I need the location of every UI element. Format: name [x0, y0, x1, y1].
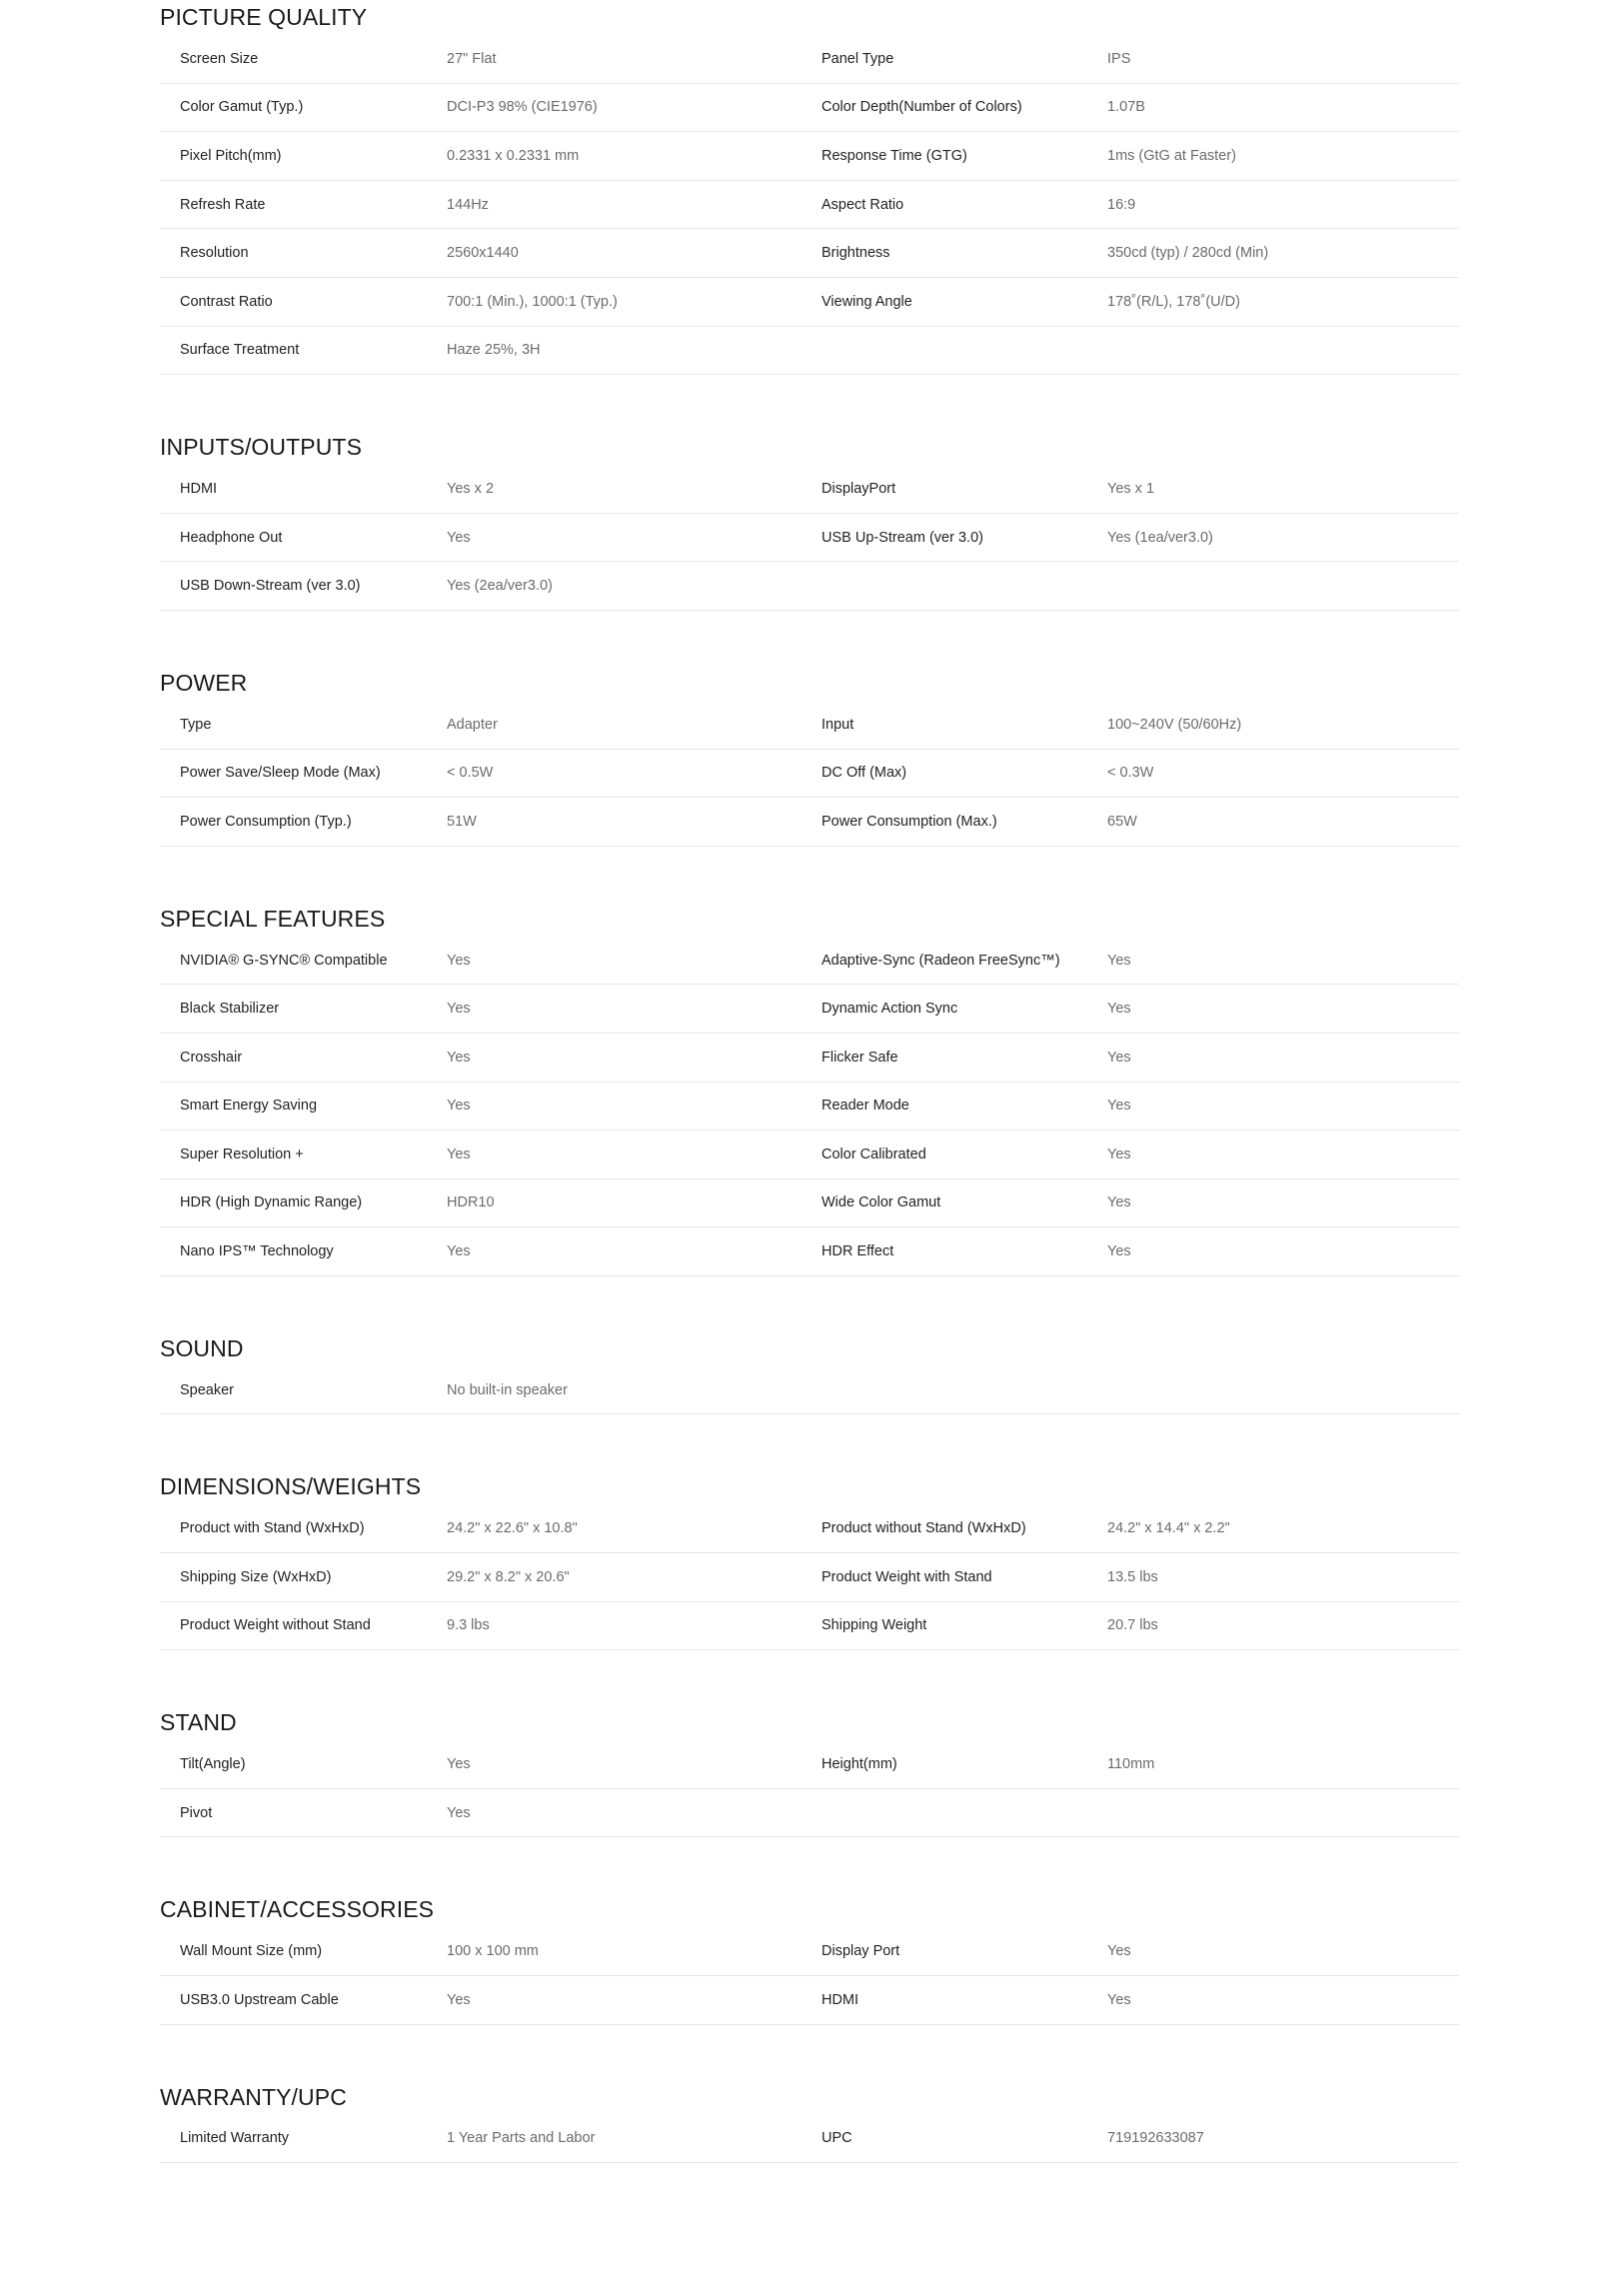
spec-label: Adaptive-Sync (Radeon FreeSync™) — [821, 952, 1060, 969]
spec-value: 27" Flat — [447, 50, 497, 67]
spec-row — [160, 35, 1459, 84]
section-spacer — [160, 1650, 1459, 1705]
spec-label: Power Save/Sleep Mode (Max) — [180, 765, 381, 782]
spec-value: Adapter — [447, 716, 498, 733]
spec-value: 51W — [447, 813, 477, 830]
spec-label: Pixel Pitch(mm) — [180, 147, 282, 164]
spec-label: Black Stabilizer — [180, 1001, 280, 1018]
spec-section — [160, 1331, 1459, 1415]
spec-label: HDR Effect — [821, 1243, 894, 1260]
spec-label: Height(mm) — [821, 1756, 897, 1773]
spec-section — [160, 1892, 1459, 2024]
spec-row — [160, 1504, 1459, 1553]
spec-row — [160, 1131, 1459, 1179]
spec-label: Power Consumption (Max.) — [821, 813, 997, 830]
section-spacer — [160, 375, 1459, 430]
spec-value: Yes — [447, 529, 471, 546]
spec-value: No built-in speaker — [447, 1381, 568, 1398]
spec-label: HDR (High Dynamic Range) — [180, 1194, 363, 1211]
spec-value: Yes — [1107, 1049, 1131, 1066]
spec-value: 719192633087 — [1107, 2130, 1204, 2147]
spec-value: Yes — [447, 1756, 471, 1773]
section-spacer — [160, 1414, 1459, 1469]
spec-label: Product Weight without Stand — [180, 1617, 371, 1634]
spec-row — [160, 985, 1459, 1034]
section-title: DIMENSIONS/WEIGHTS — [160, 1473, 422, 1500]
spec-value: Yes — [447, 1001, 471, 1018]
spec-label: Crosshair — [180, 1049, 243, 1066]
spec-label: Input — [821, 716, 854, 733]
spec-row — [160, 2115, 1459, 2164]
spec-value: DCI-P3 98% (CIE1976) — [447, 99, 598, 116]
spec-value: Yes — [1107, 952, 1131, 969]
spec-value: Yes — [447, 1804, 471, 1821]
spec-label: Headphone Out — [180, 529, 283, 546]
section-spacer — [160, 1276, 1459, 1331]
spec-value: 0.2331 x 0.2331 mm — [447, 147, 580, 164]
spec-label: DisplayPort — [821, 480, 896, 497]
spec-label: Super Resolution + — [180, 1146, 304, 1162]
spec-label: Aspect Ratio — [821, 196, 904, 213]
spec-label: Product with Stand (WxHxD) — [180, 1520, 365, 1537]
spec-section — [160, 1705, 1459, 1837]
section-title: INPUTS/OUTPUTS — [160, 434, 363, 461]
spec-value: 9.3 lbs — [447, 1617, 490, 1634]
spec-label: HDMI — [180, 480, 218, 497]
spec-row — [160, 1083, 1459, 1132]
spec-value: 20.7 lbs — [1107, 1617, 1158, 1634]
spec-label: Shipping Weight — [821, 1617, 927, 1634]
spec-value: 13.5 lbs — [1107, 1568, 1158, 1585]
spec-value: Yes — [1107, 1943, 1131, 1960]
spec-label: Speaker — [180, 1381, 235, 1398]
spec-label: Limited Warranty — [180, 2130, 290, 2147]
section-title: PICTURE QUALITY — [160, 4, 368, 30]
spec-label: USB3.0 Upstream Cable — [180, 1991, 339, 2008]
spec-row — [160, 278, 1459, 327]
section-spacer — [160, 847, 1459, 902]
spec-label: Display Port — [821, 1943, 900, 1960]
spec-row — [160, 84, 1459, 133]
spec-row — [160, 514, 1459, 563]
spec-value: 16:9 — [1107, 196, 1136, 213]
spec-label: USB Down-Stream (ver 3.0) — [180, 578, 361, 595]
spec-label: Panel Type — [821, 50, 894, 67]
section-title: CABINET/ACCESSORIES — [160, 1896, 435, 1923]
spec-label: Screen Size — [180, 50, 259, 67]
spec-value: Yes — [1107, 1194, 1131, 1211]
spec-row — [160, 1179, 1459, 1228]
section-title: WARRANTY/UPC — [160, 2083, 347, 2110]
section-title: POWER — [160, 669, 248, 696]
spec-value: 1.07B — [1107, 99, 1145, 116]
spec-value: 350cd (typ) / 280cd (Min) — [1107, 245, 1269, 262]
spec-value: 24.2" x 22.6" x 10.8" — [447, 1520, 578, 1537]
spec-label: USB Up-Stream (ver 3.0) — [821, 529, 983, 546]
spec-value: 100~240V (50/60Hz) — [1107, 716, 1242, 733]
section-spacer — [160, 1837, 1459, 1892]
spec-value: < 0.5W — [447, 765, 494, 782]
spec-label: Dynamic Action Sync — [821, 1001, 958, 1018]
spec-section — [160, 430, 1459, 611]
spec-value: Yes — [447, 1146, 471, 1162]
spec-value: 144Hz — [447, 196, 489, 213]
spec-label: Power Consumption (Typ.) — [180, 813, 352, 830]
spec-value: Yes — [447, 1991, 471, 2008]
spec-section — [160, 2080, 1459, 2164]
spec-row — [160, 465, 1459, 514]
spec-row — [160, 750, 1459, 799]
spec-value: Yes — [1107, 1243, 1131, 1260]
spec-row — [160, 562, 1459, 611]
spec-label: UPC — [821, 2130, 852, 2147]
spec-label: Contrast Ratio — [180, 293, 273, 310]
spec-value: 29.2" x 8.2" x 20.6" — [447, 1568, 570, 1585]
spec-value: 1ms (GtG at Faster) — [1107, 147, 1236, 164]
spec-label: Reader Mode — [821, 1098, 909, 1115]
spec-value: 700:1 (Min.), 1000:1 (Typ.) — [447, 293, 618, 310]
spec-row — [160, 1034, 1459, 1083]
spec-value: Yes x 1 — [1107, 480, 1155, 497]
spec-row — [160, 327, 1459, 376]
spec-value: Yes — [447, 952, 471, 969]
section-title: SPECIAL FEATURES — [160, 905, 386, 932]
spec-value: Yes (2ea/ver3.0) — [447, 578, 553, 595]
spec-label: Refresh Rate — [180, 196, 266, 213]
spec-section — [160, 666, 1459, 847]
spec-value: Yes — [1107, 1001, 1131, 1018]
section-title: SOUND — [160, 1334, 244, 1361]
spec-label: Smart Energy Saving — [180, 1098, 318, 1115]
spec-row — [160, 1602, 1459, 1651]
spec-label: Type — [180, 716, 212, 733]
spec-label: Color Calibrated — [821, 1146, 926, 1162]
spec-label: Tilt(Angle) — [180, 1756, 246, 1773]
spec-label: Response Time (GTG) — [821, 147, 967, 164]
spec-section — [160, 0, 1459, 375]
spec-row — [160, 1740, 1459, 1789]
spec-value: Yes — [447, 1049, 471, 1066]
spec-label: Pivot — [180, 1804, 213, 1821]
spec-row — [160, 701, 1459, 750]
spec-row — [160, 1227, 1459, 1276]
spec-row — [160, 181, 1459, 230]
spec-section — [160, 902, 1459, 1276]
spec-row — [160, 1789, 1459, 1838]
spec-label: Nano IPS™ Technology — [180, 1243, 334, 1260]
spec-section — [160, 1469, 1459, 1650]
spec-value: 1 Year Parts and Labor — [447, 2130, 596, 2147]
spec-page — [160, 0, 1459, 2163]
spec-value: 178˚(R/L), 178˚(U/D) — [1107, 293, 1240, 310]
spec-row — [160, 1976, 1459, 2025]
spec-label: Color Gamut (Typ.) — [180, 99, 304, 116]
spec-label: Shipping Size (WxHxD) — [180, 1568, 332, 1585]
spec-row — [160, 1927, 1459, 1976]
spec-value: Yes (1ea/ver3.0) — [1107, 529, 1213, 546]
spec-value: Yes — [1107, 1991, 1131, 2008]
spec-label: Resolution — [180, 245, 249, 262]
spec-value: 65W — [1107, 813, 1137, 830]
spec-value: 100 x 100 mm — [447, 1943, 539, 1960]
spec-label: HDMI — [821, 1991, 859, 2008]
spec-label: Flicker Safe — [821, 1049, 898, 1066]
spec-label: Surface Treatment — [180, 342, 300, 359]
spec-value: Yes — [1107, 1146, 1131, 1162]
spec-value: IPS — [1107, 50, 1131, 67]
spec-label: DC Off (Max) — [821, 765, 907, 782]
spec-label: Wall Mount Size (mm) — [180, 1943, 323, 1960]
spec-value: Haze 25%, 3H — [447, 342, 541, 359]
section-spacer — [160, 2025, 1459, 2080]
spec-row — [160, 1366, 1459, 1415]
spec-row — [160, 229, 1459, 278]
spec-value: Yes — [447, 1243, 471, 1260]
spec-value: 24.2" x 14.4" x 2.2" — [1107, 1520, 1230, 1537]
spec-value: 110mm — [1107, 1756, 1155, 1773]
section-title: STAND — [160, 1709, 237, 1736]
spec-value: < 0.3W — [1107, 765, 1154, 782]
spec-value: Yes x 2 — [447, 480, 495, 497]
spec-row — [160, 1553, 1459, 1602]
spec-label: Brightness — [821, 245, 890, 262]
section-spacer — [160, 611, 1459, 666]
spec-value: Yes — [447, 1098, 471, 1115]
spec-value: Yes — [1107, 1098, 1131, 1115]
spec-row — [160, 937, 1459, 986]
spec-label: Product Weight with Stand — [821, 1568, 992, 1585]
spec-row — [160, 798, 1459, 847]
spec-label: Color Depth(Number of Colors) — [821, 99, 1022, 116]
spec-label: Wide Color Gamut — [821, 1194, 941, 1211]
spec-value: 2560x1440 — [447, 245, 519, 262]
spec-label: Product without Stand (WxHxD) — [821, 1520, 1026, 1537]
spec-label: Viewing Angle — [821, 293, 912, 310]
spec-row — [160, 132, 1459, 181]
spec-label: NVIDIA® G-SYNC® Compatible — [180, 952, 388, 969]
spec-value: HDR10 — [447, 1194, 495, 1211]
